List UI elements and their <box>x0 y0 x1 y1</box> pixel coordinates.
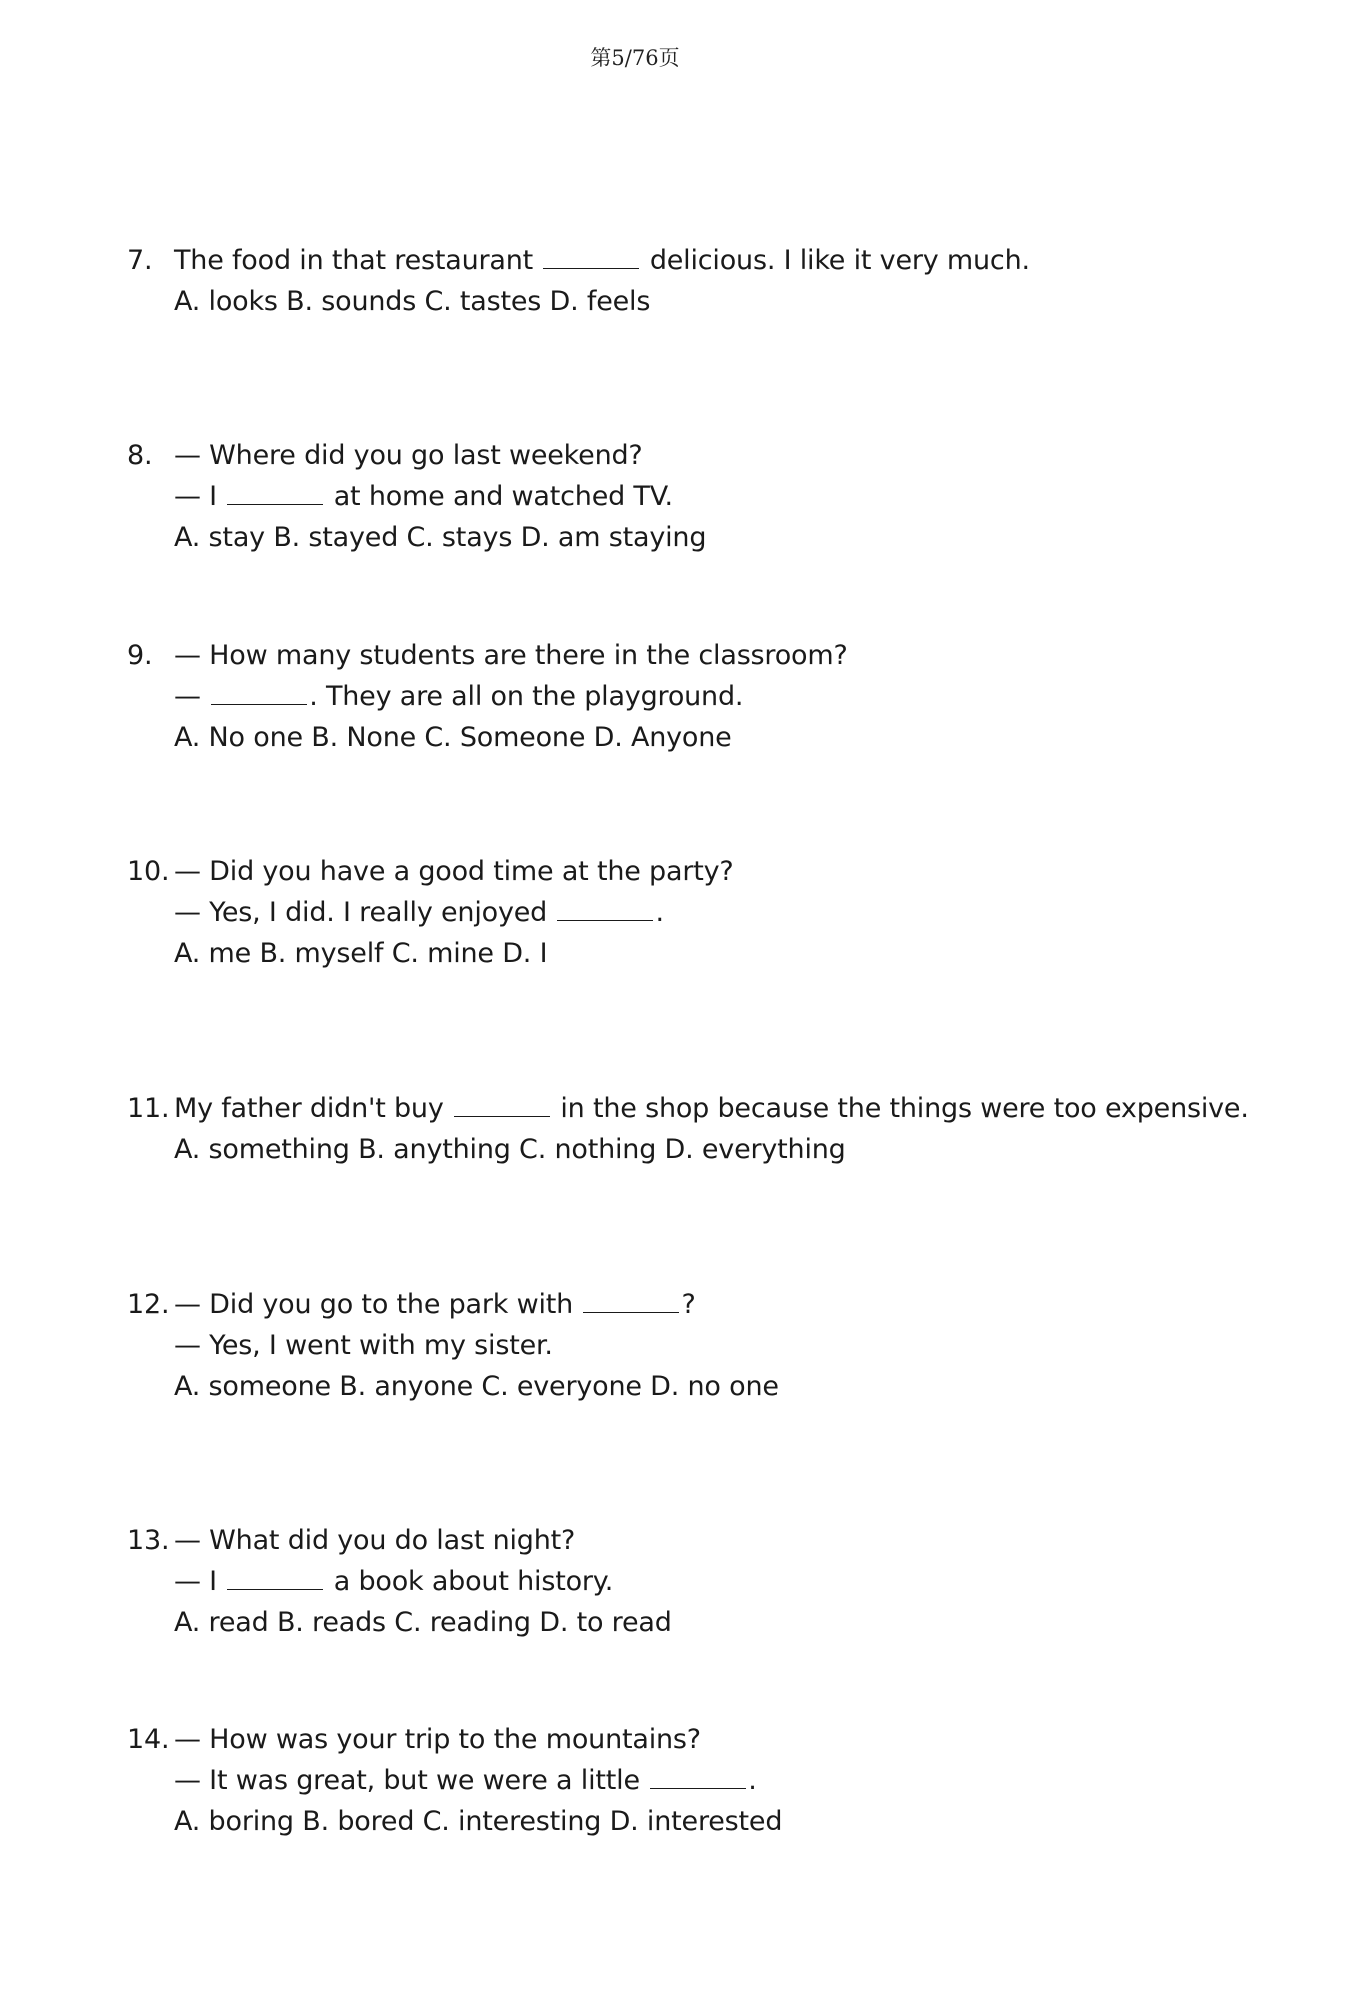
answer-options: A. read B. reads C. reading D. to read <box>174 1607 672 1638</box>
answer-options: A. No one B. None C. Someone D. Anyone <box>174 722 732 753</box>
question-number: 10. <box>127 856 170 887</box>
question-10 <box>127 851 734 974</box>
question-text: The food in that restaurant delicious. I like it very much. <box>174 245 1030 276</box>
response-line: — Yes, I went with my sister. <box>174 1330 553 1361</box>
answer-options: A. stay B. stayed C. stays D. am staying <box>174 522 707 553</box>
response-line: — . They are all on the playground. <box>174 681 744 712</box>
question-number: 8. <box>127 440 153 471</box>
answer-options: A. something B. anything C. nothing D. everything <box>174 1134 846 1165</box>
page-indicator: 第5/76页 <box>590 46 680 70</box>
answer-blank <box>583 1290 679 1313</box>
response-line: — Yes, I did. I really enjoyed . <box>174 897 664 928</box>
answer-blank <box>557 898 653 921</box>
question-number: 9. <box>127 640 153 671</box>
question-text: My father didn't buy in the shop because the things were too expensive. <box>174 1093 1249 1124</box>
question-text: — How was your trip to the mountains? <box>174 1724 701 1755</box>
question-text: — Did you have a good time at the party? <box>174 856 734 887</box>
question-7 <box>127 240 1030 322</box>
question-text: — How many students are there in the classroom? <box>174 640 848 671</box>
question-11 <box>127 1088 1249 1170</box>
question-number: 7. <box>127 245 153 276</box>
answer-options: A. me B. myself C. mine D. I <box>174 938 548 969</box>
answer-options: A. looks B. sounds C. tastes D. feels <box>174 286 651 317</box>
question-number: 12. <box>127 1289 170 1320</box>
question-number: 14. <box>127 1724 170 1755</box>
question-text: — Did you go to the park with ? <box>174 1289 696 1320</box>
answer-blank <box>211 682 307 705</box>
question-text: — Where did you go last weekend? <box>174 440 643 471</box>
question-text: — What did you do last night? <box>174 1525 576 1556</box>
answer-blank <box>227 1567 323 1590</box>
response-line: — It was great, but we were a little . <box>174 1765 757 1796</box>
answer-blank <box>650 1766 746 1789</box>
question-number: 13. <box>127 1525 170 1556</box>
question-12 <box>127 1284 779 1407</box>
question-13 <box>127 1520 672 1643</box>
response-line: — I a book about history. <box>174 1566 614 1597</box>
answer-options: A. someone B. anyone C. everyone D. no one <box>174 1371 779 1402</box>
question-14 <box>127 1719 782 1842</box>
answer-blank <box>227 482 323 505</box>
answer-blank <box>454 1094 550 1117</box>
question-8 <box>127 435 706 558</box>
question-number: 11. <box>127 1093 170 1124</box>
answer-options: A. boring B. bored C. interesting D. interested <box>174 1806 783 1837</box>
response-line: — I at home and watched TV. <box>174 481 673 512</box>
question-9 <box>127 635 848 758</box>
answer-blank <box>543 246 639 269</box>
